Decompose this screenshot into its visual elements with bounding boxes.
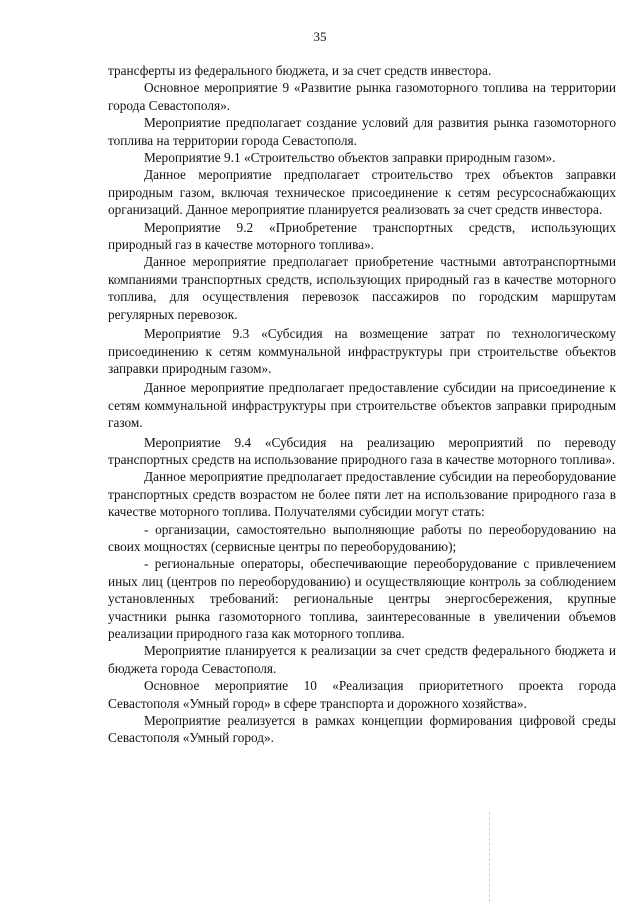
scan-artifact-line [489, 812, 490, 902]
paragraph: Мероприятие 9.2 «Приобретение транспортных средств, использующих природный газ в качестве моторного топлива». [108, 219, 616, 253]
paragraph: Данное мероприятие предполагает приобретение частными автотранспортными компаниями транспортных средств, использующих природный газ в качестве моторного топлива, для осуществления перевозок пассажиров по городским маршрутам регулярных перевозок. [108, 254, 616, 322]
paragraph: Данное мероприятие предполагает строительство трех объектов заправки природным газом, включая техническое присоединение к сетям ресурсоснабжающих организаций. Данное мероприятие планируется реализовать за счет средств инвестора. [108, 167, 616, 218]
paragraph: Мероприятие реализуется в рамках концепции формирования цифровой среды Севастополя «Умный город». [108, 713, 616, 746]
paragraph: Основное мероприятие 10 «Реализация приоритетного проекта города Севастополя «Умный город» в сфере транспорта и дорожного хозяйства». [108, 678, 616, 711]
paragraph: Данное мероприятие предполагает предоставление субсидии на присоединение к сетям коммунальной инфраструктуры при строительстве объектов заправки природным газом. [108, 380, 616, 431]
paragraph: Мероприятие 9.3 «Субсидия на возмещение затрат по технологическому присоединению к сетям коммунальной инфраструктуры при строительстве объектов заправки природным газом». [108, 326, 616, 376]
paragraph: Мероприятие предполагает создание условий для развития рынка газомоторного топлива на территории города Севастополя. [108, 115, 616, 148]
paragraph: Данное мероприятие предполагает предоставление субсидии на переоборудование транспортных средств возрастом не более пяти лет на использование природного газа в качестве моторного топлива. Получателями субсидии могут стать: [108, 469, 616, 520]
paragraph: Мероприятие планируется к реализации за счет средств федерального бюджета и бюджета города Севастополя. [108, 643, 616, 676]
paragraph: Основное мероприятие 9 «Развитие рынка газомоторного топлива на территории города Севастополя». [108, 80, 616, 113]
paragraph: Мероприятие 9.1 «Строительство объектов заправки природным газом». [144, 150, 556, 166]
list-item: - организации, самостоятельно выполняющие работы по переоборудованию на своих мощностях (сервисные центры по переоборудованию); [108, 521, 616, 554]
paragraph: Мероприятие 9.4 «Субсидия на реализацию мероприятий по переводу транспортных средств на использование природного газа в качестве моторного топлива». [108, 434, 616, 467]
document-body [108, 62, 616, 747]
list-item: - региональные операторы, обеспечивающие переоборудование с привлечением иных лиц (центров по переоборудованию) и осуществляющие контроль за соблюдением установленных требований: региональные центры энергосбережения, крупные участники рынка газомоторного топлива, заинтересованные в увеличении объемов реализации природного газа как моторного топлива. [108, 556, 616, 641]
page-number: 35 [313, 29, 327, 44]
paragraph: трансферты из федерального бюджета, и за счет средств инвестора. [108, 63, 492, 78]
